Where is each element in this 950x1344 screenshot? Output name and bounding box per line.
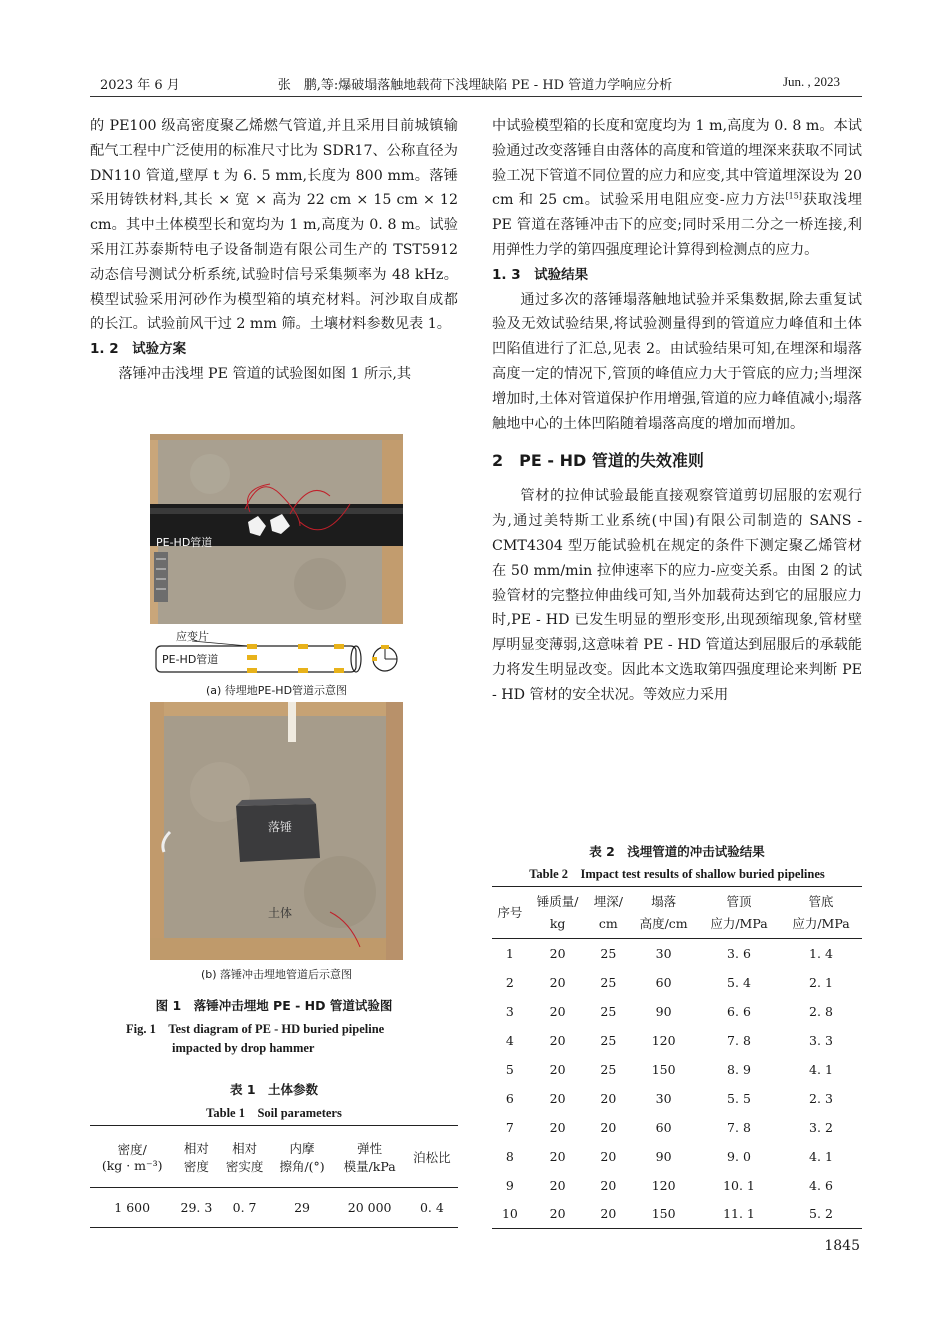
header-rule [90, 96, 862, 97]
table-2-caption-en: Table 2 Impact test results of shallow buried pipelines [529, 867, 825, 881]
table-1-cell: 0. 4 [419, 1200, 444, 1215]
table-2-cell: 25 [600, 945, 617, 961]
figure-1a-photo [150, 434, 403, 624]
table-2-cell: 20 [600, 1119, 617, 1135]
table-1-cell: 0. 7 [232, 1200, 257, 1215]
table-2-cell: 20 [549, 1090, 566, 1106]
table-2-cell: 11. 1 [723, 1206, 755, 1222]
figure-1-caption-en-line2: impacted by drop hammer [172, 1041, 315, 1055]
table-2-header: 锤质量/ kg [536, 893, 579, 931]
table-2-header: 塌落 高度/cm [639, 893, 688, 931]
table-2-cell: 9 [505, 1177, 514, 1193]
photo-pipe-label: PE-HD管道 [156, 536, 213, 549]
table-2-cell: 4. 1 [809, 1061, 833, 1077]
table-2-cell: 20 [549, 1032, 566, 1048]
left-paragraph-2: 落锤冲击浅埋 PE 管道的试验图如图 1 所示,其 [118, 365, 412, 382]
table-2-cell: 60 [655, 974, 672, 990]
table-1-header: 密度/ (kg · m⁻³) [101, 1142, 163, 1173]
figure-1-caption-cn: 图 1 落锤冲击埋地 PE - HD 管道试验图 [155, 998, 393, 1013]
table-2-cell: 4. 6 [809, 1177, 833, 1193]
table-2-cell: 6. 6 [727, 1003, 751, 1019]
table-2-cell: 4 [505, 1032, 514, 1048]
table-2-cell: 20 [549, 1148, 566, 1164]
figure-1-caption-en-line1: Fig. 1 Test diagram of PE - HD buried pipeline [126, 1022, 385, 1036]
table-2-cell: 2. 1 [809, 974, 833, 990]
table-2-cell: 3. 2 [809, 1119, 833, 1135]
table-row [492, 1026, 862, 1055]
left-paragraph-1: 的 PE100 级高密度聚乙烯燃气管道,并且采用目前城镇输配气工程中广泛使用的标准尺寸比为 SDR17、公称直径为 DN110 管道,壁厚 t 为 6. 5 mm,长度为 800 mm。落锤采用铸铁材料,其长 × 宽 × 高为 22 cm × 15 cm × 12 cm。其中土体模型长和宽均为 1 m,高度为 0. 8 m。试验采用江苏泰斯特电子设备制造有限公司生产的 TST5912 动态信号测试分析系统,试验时信号采集频率为 48 kHz。模型试验采用河砂作为模型箱的填充材料。河沙取自成都的长江。试验前风干过 2 mm 筛。土壤材料参数见表 1。 [90, 118, 458, 333]
figure-1a-schematic [150, 628, 403, 678]
table-1-cell: 29 [294, 1200, 310, 1215]
table-1-header: 相对 密度 [183, 1140, 209, 1174]
table-2-cell: 3 [505, 1003, 514, 1019]
table-2-cell: 120 [651, 1177, 676, 1193]
right-paragraph-2: 通过多次的落锤塌落触地试验并采集数据,除去重复试验及无效试验结果,将试验测量得到的管道应力峰值和土体凹陷值进行了汇总,见表 2。由试验结果可知,在埋深和塌落高度一定的情况下,管顶的峰值应力大于管底的应力;当埋深增加时,土体对管道保护作用增强,管道的应力峰值减小;塌落触地中心的土体凹陷随着塌落高度的增加而增加。 [492, 291, 862, 432]
section-1-3-heading: 1. 3 试验结果 [492, 266, 589, 283]
table-2-header: 序号 [497, 904, 523, 920]
table-2-cell: 25 [600, 1061, 617, 1077]
table-2-cell: 60 [655, 1119, 672, 1135]
right-paragraph-3: 管材的拉伸试验最能直接观察管道剪切屈服的宏观行为,通过美特斯工业系统(中国)有限公司制造的 SANS - CMT4304 型万能试验机在规定的条件下测定聚乙烯管材在 50 mm/min 拉伸速率下的应力-应变关系。由图 2 的试验管材的完整拉伸曲线可知,当外加载荷达到它的屈服应力时,PE - HD 已发生明显的塑形变形,出现颈缩现象,管材壁厚明显变薄弱,这意味着 PE - HD 管道达到屈服后的承载能力将发生明显改变。因此本文选取第四强度理论来判断 PE - HD 管材的安全状况。等效应力采用 [492, 488, 862, 703]
table-row [492, 968, 862, 997]
table-2-cell: 30 [655, 945, 672, 961]
table-2-header-row [492, 887, 862, 939]
table-2-cell: 5. 5 [727, 1090, 751, 1106]
table-1-header: 内摩 擦角/(°) [279, 1140, 325, 1174]
table-row [492, 1142, 862, 1171]
citation-ref: [15] [785, 191, 802, 201]
table-2-cell: 150 [651, 1061, 676, 1077]
section-2-heading: 2 PE - HD 管道的失效准则 [492, 451, 704, 471]
table-row [492, 1055, 862, 1084]
table-2-cell: 2. 3 [809, 1090, 833, 1106]
table-2-cell: 20 [549, 1003, 566, 1019]
table-2-cell: 20 [549, 1206, 566, 1222]
table-2-cell: 7. 8 [727, 1119, 751, 1135]
table-2-cell: 5. 2 [809, 1206, 833, 1222]
table-1-header: 泊松比 [413, 1149, 451, 1165]
table-1-cell: 1 600 [114, 1200, 151, 1215]
table-1-caption-cn: 表 1 土体参数 [229, 1082, 319, 1097]
table-2-cell: 150 [651, 1206, 676, 1222]
table-2-cell: 3. 6 [727, 945, 751, 961]
table-2-header: 管顶 应力/MPa [710, 893, 768, 931]
soil-label: 土体 [268, 906, 293, 920]
table-2-cell: 120 [651, 1032, 676, 1048]
table-2-cell: 20 [549, 1177, 566, 1193]
header-title: 张 鹏,等:爆破塌落触地载荷下浅埋缺陷 PE - HD 管道力学响应分析 [277, 78, 673, 93]
table-row [90, 1188, 458, 1228]
header-date: 2023 年 6 月 [100, 78, 180, 93]
table-2-cell: 20 [549, 1061, 566, 1077]
right-column [492, 114, 862, 708]
table-2-cell: 20 [549, 1119, 566, 1135]
table-2-cell: 20 [549, 974, 566, 990]
table-2-cell: 8. 9 [727, 1061, 751, 1077]
table-2-cell: 90 [655, 1003, 672, 1019]
table-2-cell: 25 [600, 974, 617, 990]
table-row [492, 1200, 862, 1229]
table-row [492, 1084, 862, 1113]
table-2-cell: 2. 8 [809, 1003, 833, 1019]
table-2-cell: 7. 8 [727, 1032, 751, 1048]
table-1-cell: 20 000 [347, 1200, 392, 1215]
table-2-cell: 5 [505, 1061, 514, 1077]
strain-gauge-label: 应变片 [176, 630, 209, 643]
table-2-cell: 1 [505, 945, 514, 961]
table-1-caption-en: Table 1 Soil parameters [206, 1106, 342, 1120]
table-2-cell: 20 [600, 1177, 617, 1193]
table-2-cell: 9. 0 [727, 1148, 751, 1164]
table-2 [492, 886, 862, 1229]
table-2-cell: 7 [505, 1119, 514, 1135]
table-2-cell: 6 [505, 1090, 514, 1106]
table-2-header: 管底 应力/MPa [792, 893, 850, 931]
table-2-cell: 20 [549, 945, 566, 961]
table-2-cell: 25 [600, 1032, 617, 1048]
table-2-caption-cn: 表 2 浅埋管道的冲击试验结果 [589, 844, 765, 859]
schematic-pipe-label: PE-HD管道 [162, 653, 219, 666]
table-row [492, 1171, 862, 1200]
table-1-header-row [90, 1126, 458, 1188]
table-2-cell: 2 [505, 974, 514, 990]
left-column [90, 114, 458, 387]
table-2-cell: 30 [655, 1090, 672, 1106]
page-number: 1845 [824, 1238, 860, 1254]
table-2-cell: 10. 1 [723, 1177, 755, 1193]
table-1-header: 相对 密实度 [225, 1140, 264, 1174]
table-2-cell: 20 [600, 1148, 617, 1164]
table-2-header: 埋深/ cm [593, 893, 623, 931]
table-row [492, 939, 862, 968]
table-row [492, 997, 862, 1026]
table-2-cell: 90 [655, 1148, 672, 1164]
table-2-cell: 20 [600, 1090, 617, 1106]
table-2-cell: 4. 1 [809, 1148, 833, 1164]
hammer-label: 落锤 [268, 820, 293, 834]
table-2-cell: 25 [600, 1003, 617, 1019]
table-row [492, 1113, 862, 1142]
table-2-cell: 1. 4 [809, 945, 833, 961]
right-paragraph-1: 中试验模型箱的长度和宽度均为 1 m,高度为 0. 8 m。本试验通过改变落锤自由落体的高度和管道的埋深来获取不同试验工况下管道不同位置的应力和应变,其中管道埋深设为 20 cm 和 25 cm。试验采用电阻应变-应力方法[15]获取浅埋 PE 管道在落锤冲击下的应变;同时采用二分之一桥连接,利用弹性力学的第四强度理论计算得到检测点的应力。 [492, 118, 862, 258]
section-1-2-heading: 1. 2 试验方案 [90, 341, 187, 358]
table-2-cell: 5. 4 [727, 974, 751, 990]
figure-1b-photo [150, 702, 403, 960]
table-2-cell: 3. 3 [809, 1032, 833, 1048]
table-1-cell: 29. 3 [180, 1200, 213, 1215]
table-2-cell: 20 [600, 1206, 617, 1222]
table-2-cell: 10 [501, 1206, 518, 1222]
table-2-cell: 8 [505, 1148, 514, 1164]
figure-1a-illustration [150, 434, 403, 624]
figure-1a-subcaption: (a) 待埋地PE-HD管道示意图 [205, 684, 348, 697]
figure-1b-subcaption: (b) 落锤冲击埋地管道后示意图 [200, 968, 353, 981]
table-1 [90, 1125, 458, 1228]
table-1-header: 弹性 模量/kPa [343, 1140, 396, 1174]
header-date-en: Jun. , 2023 [782, 74, 840, 89]
